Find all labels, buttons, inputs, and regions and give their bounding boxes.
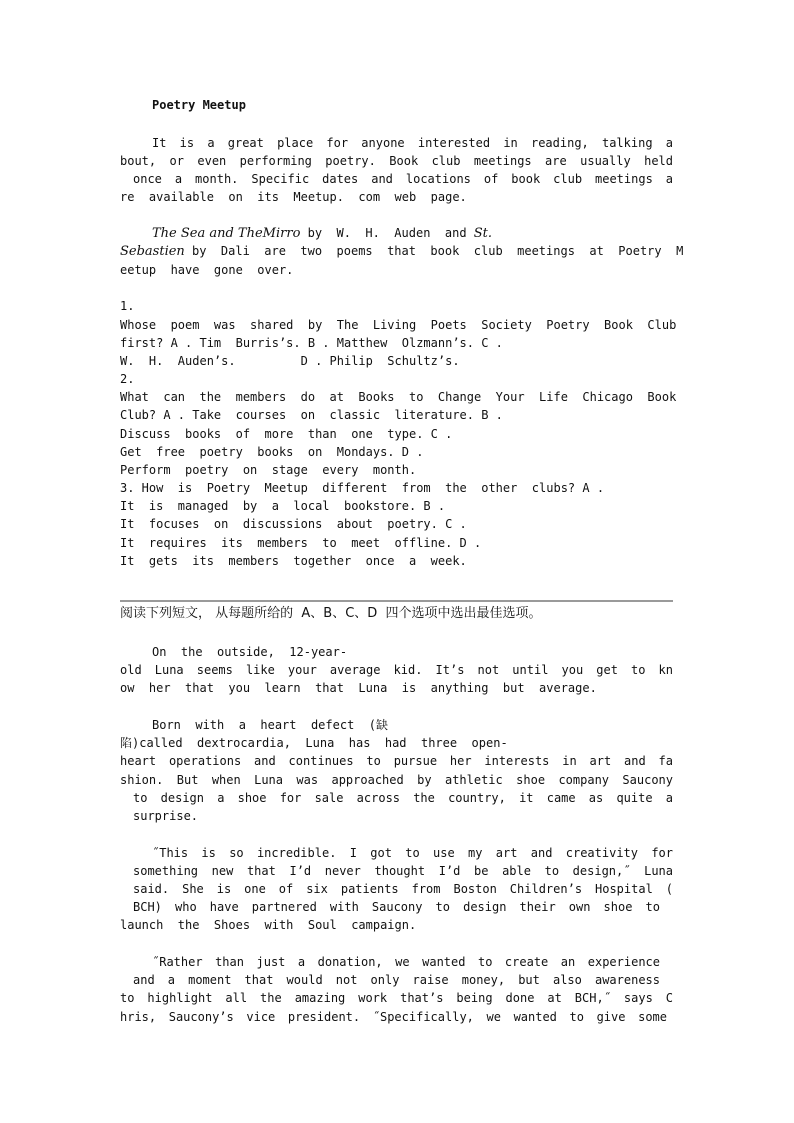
question-line: Discuss books of more than one type. C . bbox=[120, 427, 453, 441]
question-line: Get free poetry books on Mondays. D . bbox=[120, 445, 424, 459]
paragraph-line: On the outside, 12-year- bbox=[152, 645, 348, 659]
text-span: by Dali are two poems that book club meetings at Poetry M bbox=[184, 244, 684, 258]
question-line: 3. How is Poetry Meetup different from the other clubs? A . bbox=[120, 481, 605, 495]
question-line: What can the members do at Books to Change Your Life Chicago Book bbox=[120, 390, 677, 404]
paragraph-line: to design a shoe for sale across the country, it came as quite a bbox=[133, 791, 673, 805]
question-line: It gets its members together once a week. bbox=[120, 554, 467, 568]
instruction-text: 阅读下列短文， 从每题所给的 A、B、C、D 四个选项中选出最佳选项。 bbox=[120, 606, 542, 621]
paragraph-line: launch the Shoes with Soul campaign. bbox=[120, 918, 417, 932]
text-span: by W. H. Auden and bbox=[300, 226, 474, 240]
paragraph-line: to highlight all the amazing work that’s being done at BCH,˝ says C bbox=[120, 991, 673, 1005]
question-line: It is managed by a local bookstore. B . bbox=[120, 499, 446, 513]
paragraph-line: said. She is one of six patients from Boston Children’s Hospital ( bbox=[133, 882, 673, 896]
question-line: Whose poem was shared by The Living Poets Society Poetry Book Club bbox=[120, 318, 677, 332]
question-line: It focuses on discussions about poetry. C . bbox=[120, 517, 467, 531]
question-line: 1. bbox=[120, 299, 135, 313]
question-line: It requires its members to meet offline. D . bbox=[120, 536, 482, 550]
paragraph-line: Born with a heart defect (缺 bbox=[152, 718, 388, 732]
question-line: Perform poetry on stage every month. bbox=[120, 463, 417, 477]
paragraph-line: old Luna seems like your average kid. It’s not until you get to kn bbox=[120, 663, 673, 677]
question-line: first? A . Tim Burris’s. B . Matthew Olzmann’s. C . bbox=[120, 336, 503, 350]
section-title: Poetry Meetup bbox=[152, 98, 246, 112]
paragraph-line: bout, or even performing poetry. Book club meetings are usually held bbox=[120, 154, 673, 168]
paragraph-line: once a month. Specific dates and locations of book club meetings a bbox=[133, 172, 673, 186]
paragraph-line: re available on its Meetup. com web page. bbox=[120, 190, 467, 204]
paragraph-line: BCH) who have partnered with Saucony to design their own shoe to bbox=[133, 900, 660, 914]
paragraph-line: eetup have gone over. bbox=[120, 263, 294, 277]
section-divider bbox=[120, 600, 673, 602]
paragraph-line: surprise. bbox=[133, 809, 199, 823]
poem-title: St. bbox=[473, 226, 493, 241]
paragraph-line bbox=[120, 242, 683, 261]
paragraph-line: hris, Saucony’s vice president. ˝Specifically, we wanted to give some bbox=[120, 1010, 667, 1024]
paragraph-line: and a moment that would not only raise money, but also awareness bbox=[133, 973, 660, 987]
question-line: Club? A . Take courses on classic literature. B . bbox=[120, 408, 503, 422]
paragraph-line: ˝This is so incredible. I got to use my art and creativity for bbox=[152, 846, 673, 860]
paragraph-line: heart operations and continues to pursue her interests in art and fa bbox=[120, 754, 673, 768]
question-line: 2. bbox=[120, 372, 135, 386]
paragraph-line: something new that I’d never thought I’d be able to design,˝ Luna bbox=[133, 864, 673, 878]
question-line: W. H. Auden’s. D . Philip Schultz’s. bbox=[120, 354, 460, 368]
poem-title: The Sea and TheMirro bbox=[152, 226, 301, 241]
paragraph-line: ow her that you learn that Luna is anything but average. bbox=[120, 681, 597, 695]
paragraph-line: It is a great place for anyone interested in reading, talking a bbox=[152, 136, 673, 150]
paragraph-line: 陷)called dextrocardia, Luna has had three open- bbox=[120, 736, 508, 750]
paragraph-line: shion. But when Luna was approached by athletic shoe company Saucony bbox=[120, 773, 673, 787]
poem-title: Sebastien bbox=[120, 244, 185, 259]
paragraph-line: ˝Rather than just a donation, we wanted to create an experience bbox=[152, 955, 660, 969]
paragraph-line bbox=[152, 224, 492, 243]
